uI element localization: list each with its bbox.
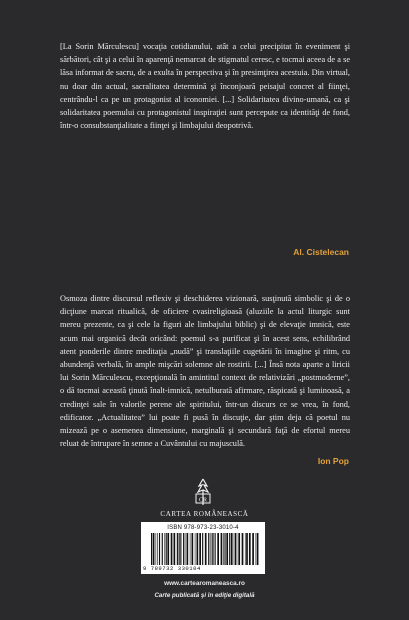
barcode-bar — [164, 533, 165, 565]
review-excerpt-2: Osmoza dintre discursul reflexiv şi deschiderea vizionară, susţinută simbolic şi de o dicţiune marcat ritualică, de oficiere cvasireligioasă (aluziile la actul liturgic sunt mereu prezente, ca şi cele la figuri ale limbajului biblic) şi de elevaţie imnică, este acum mai organică decât oricând: poemul s-a purificat şi în acest sens, echilibrând atent ponderile dintre meditaţia „nudă” şi translaţiile cugetării în imagine şi ritm, cu abundenţă verbală, în ample mişcări solemne ale rostirii. [...] Însă nota aparte a liricii lui Sorin Mărculescu, excepţională în amintitul context de relativizări „postmoderne”, o dă tocmai această ţinută înalt-imnică, netulburată afirmare, răspicată şi luminoasă, a credinţei sale în valorile perene ale spiritului, într-un discurs ce se vrea, în fond, edificator. „Actualitatea” lui poate fi pusă în discuţie, dar ştim deja că poetul nu mizează pe o asemenea dimensiune, marginală şi secundară faţă de efortul mereu reluat de întrupare în semne a Cuvântului cu majusculă. — [60, 294, 350, 449]
barcode-bar — [153, 533, 155, 565]
barcode-bar — [197, 533, 199, 565]
barcode-bar — [229, 533, 230, 565]
barcode-bar — [221, 533, 223, 565]
barcode-bar — [217, 533, 219, 565]
barcode-bar — [215, 533, 216, 565]
barcode-bar — [238, 533, 240, 565]
svg-text:CR: CR — [198, 497, 208, 504]
barcode — [141, 522, 265, 574]
barcode-bar — [195, 533, 196, 565]
barcode-bar — [237, 533, 238, 565]
barcode-bar — [185, 533, 186, 565]
barcode-bar — [235, 533, 236, 565]
barcode-bar — [171, 533, 173, 565]
barcode-bar — [242, 533, 244, 565]
barcode-bar — [151, 533, 152, 565]
digital-edition-note: Carte publicată şi în ediţie digitală — [154, 592, 255, 599]
barcode-bar — [231, 533, 233, 565]
barcode-bar — [157, 533, 158, 565]
barcode-bar — [183, 533, 184, 565]
barcode-bars — [151, 533, 259, 565]
isbn-label: ISBN 978-973-23-3010-4 — [167, 525, 239, 531]
barcode-bar — [156, 533, 157, 565]
barcode-bar — [177, 533, 178, 565]
barcode-bar — [174, 533, 176, 565]
publisher-website[interactable]: www.cartearomaneasca.ro — [164, 580, 245, 587]
barcode-bar — [210, 533, 211, 565]
barcode-bar — [202, 533, 203, 565]
barcode-bar — [226, 533, 228, 565]
barcode-bar — [257, 533, 259, 565]
barcode-bar — [199, 533, 201, 565]
barcode-bar — [246, 533, 248, 565]
barcode-bar — [159, 533, 160, 565]
barcode-bar — [245, 533, 246, 565]
publisher-logo-icon — [193, 478, 213, 506]
publisher-name: CARTEA ROMÂNEASCĂ — [160, 510, 249, 518]
barcode-bar — [234, 533, 235, 565]
barcode-bar — [213, 533, 214, 565]
barcode-bar — [162, 533, 163, 565]
barcode-bar — [180, 533, 181, 565]
barcode-bar — [187, 533, 189, 565]
barcode-digits: 9 789732 330104 — [143, 565, 201, 572]
barcode-bar — [205, 533, 207, 565]
barcode-bar — [179, 533, 180, 565]
barcode-bar — [225, 533, 226, 565]
review-excerpt-1: [La Sorin Mărculescu] vocaţia cotidianului, atât a celui precipitat în eveniment şi sărbători, cât şi a celui în aparenţă nemarcat de stigmatul ceresc, e tocmai aceea de a se lăsa informat de sacru, de a exulta în perspectiva şi în presimţirea acestuia. Din virtual, nu doar din actual, sacralitatea determină şi înconjoară peisajul concret al fiinţei, centrându-l ca pe un protagonist al iconomiei. [...] Solidaritatea divino-umană, ca şi solidaritatea poemului cu protagonistul inspiraţiei sunt percepute ca identităţi de fond, într-o consubstanţialitate a fiinţei şi limbajului deopotrivă. — [60, 42, 350, 131]
barcode-bar — [192, 533, 194, 565]
barcode-bar — [252, 533, 254, 565]
barcode-bar — [166, 533, 167, 565]
barcode-bar — [190, 533, 191, 565]
barcode-bar — [256, 533, 257, 565]
barcode-bar — [167, 533, 169, 565]
barcode-bar — [249, 533, 251, 565]
review-author-1: Al. Cistelecan — [293, 247, 349, 257]
barcode-bar — [212, 533, 213, 565]
barcode-bar — [208, 533, 209, 565]
barcode-bar — [223, 533, 224, 565]
review-author-2: Ion Pop — [317, 456, 349, 466]
